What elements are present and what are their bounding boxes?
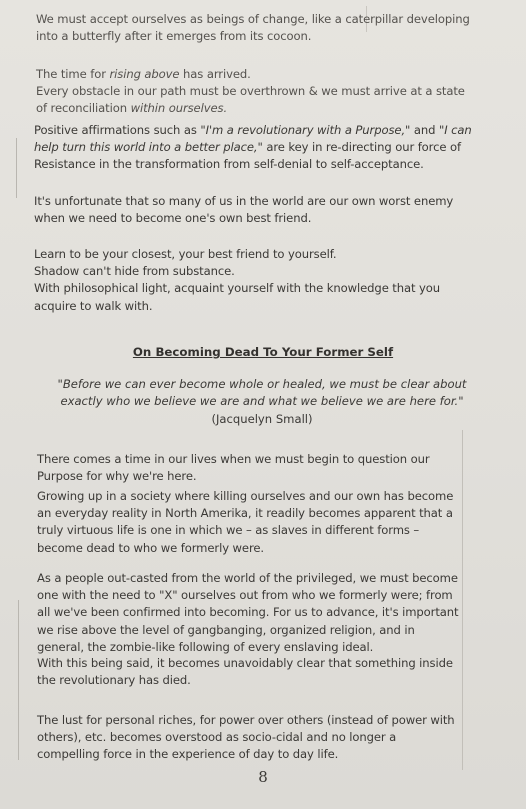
text-run: Every obstacle in our path must be overthrown & we must arrive at a state of reconciliation <box>36 84 465 116</box>
paragraph-caterpillar: We must accept ourselves as beings of change, like a caterpillar developing into a butterfly after it emerges from its cocoon. <box>36 12 470 44</box>
emphasis-text: "I'm a revolutionary with a Purpose," <box>200 123 411 137</box>
text-run: and <box>410 123 439 137</box>
paragraph-society: Growing up in a society where killing ourselves and our own has become an everyday reality in North Amerika, it readily becomes apparent that a truly virtuous life is one in which we – as slaves in different forms – become dead to who we formerly were. <box>37 489 454 555</box>
page-edge-mark <box>18 600 19 760</box>
page-edge-mark <box>16 138 17 198</box>
paragraph-lust-riches: The lust for personal riches, for power over others (instead of power with others), etc. becomes overstood as socio-cidal and no longer a compelling force in the experience of day to day life. <box>37 713 455 762</box>
page-edge-mark <box>462 430 463 770</box>
text-run: The time for <box>36 67 110 81</box>
text-run: are key in re-directing our force of Resistance in the transformation from self-denial to self-acceptance. <box>34 140 461 172</box>
paragraph-out-casted: As a people out-casted from the world of the privileged, we must become one with the need to "X" ourselves out from who we formerly were; from all we've been confirmed into becoming. For us to advance, it's important we rise above the level of gangbanging, organized religion, and in general, the zombie-like following of every enslaving ideal. <box>37 571 459 654</box>
text-line: Learn to be your closest, your best friend to yourself. <box>34 247 337 261</box>
epigraph-quote <box>50 376 474 428</box>
paragraph-affirmations <box>34 122 474 174</box>
text-run: Positive affirmations such as <box>34 123 201 137</box>
emphasis-text: "I can help turn this world into a better place," <box>34 123 472 155</box>
emphasis-text: within ourselves. <box>130 101 228 116</box>
text-run: has arrived. <box>179 67 251 81</box>
emphasis-text: rising above <box>109 67 180 81</box>
paragraph-question-purpose: There comes a time in our lives when we must begin to question our Purpose for why we're here. <box>37 452 430 484</box>
paragraph-something-died: With this being said, it becomes unavoidably clear that something inside the revolutionary has died. <box>37 656 453 688</box>
paragraph-best-friend <box>34 246 474 315</box>
quote-attribution: (Jacquelyn Small) <box>211 411 313 426</box>
page-number: 8 <box>258 768 268 786</box>
text-line: With philosophical light, acquaint yourself with the knowledge that you acquire to walk with. <box>34 281 441 313</box>
paragraph-rising-above <box>36 66 476 118</box>
section-heading: On Becoming Dead To Your Former Self <box>132 345 394 359</box>
paragraph-worst-enemy: It's unfortunate that so many of us in the world are our own worst enemy when we need to become one's own best friend. <box>34 194 454 226</box>
text-line: Shadow can't hide from substance. <box>34 264 235 279</box>
quote-text: "Before we can ever become whole or healed, we must be clear about exactly who we believe we are and what we believe we are here for." <box>57 377 467 409</box>
